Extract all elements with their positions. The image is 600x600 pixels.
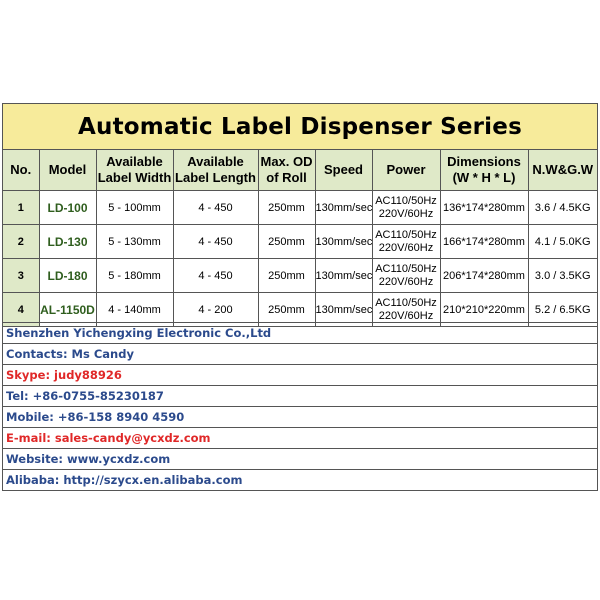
page-title: Automatic Label Dispenser Series bbox=[78, 113, 522, 140]
cell-no: 2 bbox=[3, 225, 39, 259]
cell-speed: 130mm/sec bbox=[315, 293, 372, 327]
header-dimensions-line2: (W * H * L) bbox=[452, 170, 516, 185]
cell-power bbox=[372, 259, 440, 293]
header-row bbox=[3, 150, 597, 191]
company-name: Shenzhen Yichengxing Electronic Co.,Ltd bbox=[3, 322, 597, 343]
cell-speed: 130mm/sec bbox=[315, 225, 372, 259]
contact-person: Contacts: Ms Candy bbox=[3, 343, 597, 364]
cell-no: 4 bbox=[3, 293, 39, 327]
header-label-width-line1: Available bbox=[106, 154, 163, 169]
cell-weight: 3.0 / 3.5KG bbox=[528, 259, 597, 293]
cell-label-length: 4 - 450 bbox=[173, 191, 258, 225]
header-weight: N.W&G.W bbox=[528, 150, 597, 191]
cell-dimensions: 210*210*220mm bbox=[440, 293, 528, 327]
cell-label-length: 4 - 200 bbox=[173, 293, 258, 327]
cell-speed: 130mm/sec bbox=[315, 191, 372, 225]
title-bar bbox=[3, 104, 597, 150]
header-dimensions-line1: Dimensions bbox=[447, 154, 521, 169]
cell-max-od: 250mm bbox=[258, 191, 315, 225]
header-speed: Speed bbox=[315, 150, 372, 191]
cell-max-od: 250mm bbox=[258, 293, 315, 327]
header-max-od-line1: Max. OD bbox=[260, 154, 313, 169]
cell-label-length: 4 - 450 bbox=[173, 225, 258, 259]
cell-no: 3 bbox=[3, 259, 39, 293]
spec-sheet bbox=[2, 103, 598, 327]
alibaba-contact: Alibaba: http://szycx.en.alibaba.com bbox=[3, 469, 597, 490]
cell-power bbox=[372, 191, 440, 225]
email-contact: E-mail: sales-candy@ycxdz.com bbox=[3, 427, 597, 448]
website-contact: Website: www.ycxdz.com bbox=[3, 448, 597, 469]
header-label-length-line1: Available bbox=[187, 154, 244, 169]
header-label-length bbox=[173, 150, 258, 191]
cell-label-width: 4 - 140mm bbox=[96, 293, 173, 327]
spec-table bbox=[3, 150, 597, 327]
contact-block bbox=[2, 322, 598, 491]
cell-weight: 4.1 / 5.0KG bbox=[528, 225, 597, 259]
header-no: No. bbox=[3, 150, 39, 191]
cell-max-od: 250mm bbox=[258, 259, 315, 293]
cell-power-line1: AC110/50Hz bbox=[375, 296, 437, 309]
cell-label-width: 5 - 100mm bbox=[96, 191, 173, 225]
header-max-od bbox=[258, 150, 315, 191]
cell-dimensions: 166*174*280mm bbox=[440, 225, 528, 259]
cell-model: AL-1150D bbox=[39, 293, 96, 327]
cell-dimensions: 136*174*280mm bbox=[440, 191, 528, 225]
table-row bbox=[3, 259, 597, 293]
cell-speed: 130mm/sec bbox=[315, 259, 372, 293]
mobile-contact: Mobile: +86-158 8940 4590 bbox=[3, 406, 597, 427]
header-label-length-line2: Label Length bbox=[175, 170, 256, 185]
cell-dimensions: 206*174*280mm bbox=[440, 259, 528, 293]
cell-power-line2: 220V/60Hz bbox=[378, 241, 434, 254]
header-dimensions bbox=[440, 150, 528, 191]
cell-label-width: 5 - 180mm bbox=[96, 259, 173, 293]
cell-weight: 5.2 / 6.5KG bbox=[528, 293, 597, 327]
tel-contact: Tel: +86-0755-85230187 bbox=[3, 385, 597, 406]
cell-power bbox=[372, 225, 440, 259]
cell-model: LD-130 bbox=[39, 225, 96, 259]
cell-weight: 3.6 / 4.5KG bbox=[528, 191, 597, 225]
cell-power-line1: AC110/50Hz bbox=[375, 194, 437, 207]
cell-power-line1: AC110/50Hz bbox=[375, 228, 437, 241]
header-label-width bbox=[96, 150, 173, 191]
header-power: Power bbox=[372, 150, 440, 191]
cell-model: LD-100 bbox=[39, 191, 96, 225]
header-label-width-line2: Label Width bbox=[97, 170, 172, 185]
cell-label-length: 4 - 450 bbox=[173, 259, 258, 293]
cell-label-width: 5 - 130mm bbox=[96, 225, 173, 259]
cell-no: 1 bbox=[3, 191, 39, 225]
cell-power-line2: 220V/60Hz bbox=[378, 309, 434, 322]
cell-max-od: 250mm bbox=[258, 225, 315, 259]
skype-contact: Skype: judy88926 bbox=[3, 364, 597, 385]
table-row bbox=[3, 191, 597, 225]
cell-power-line2: 220V/60Hz bbox=[378, 275, 434, 288]
table-row bbox=[3, 225, 597, 259]
cell-power-line2: 220V/60Hz bbox=[378, 207, 434, 220]
cell-model: LD-180 bbox=[39, 259, 96, 293]
header-model: Model bbox=[39, 150, 96, 191]
header-max-od-line2: of Roll bbox=[266, 170, 307, 185]
cell-power-line1: AC110/50Hz bbox=[375, 262, 437, 275]
